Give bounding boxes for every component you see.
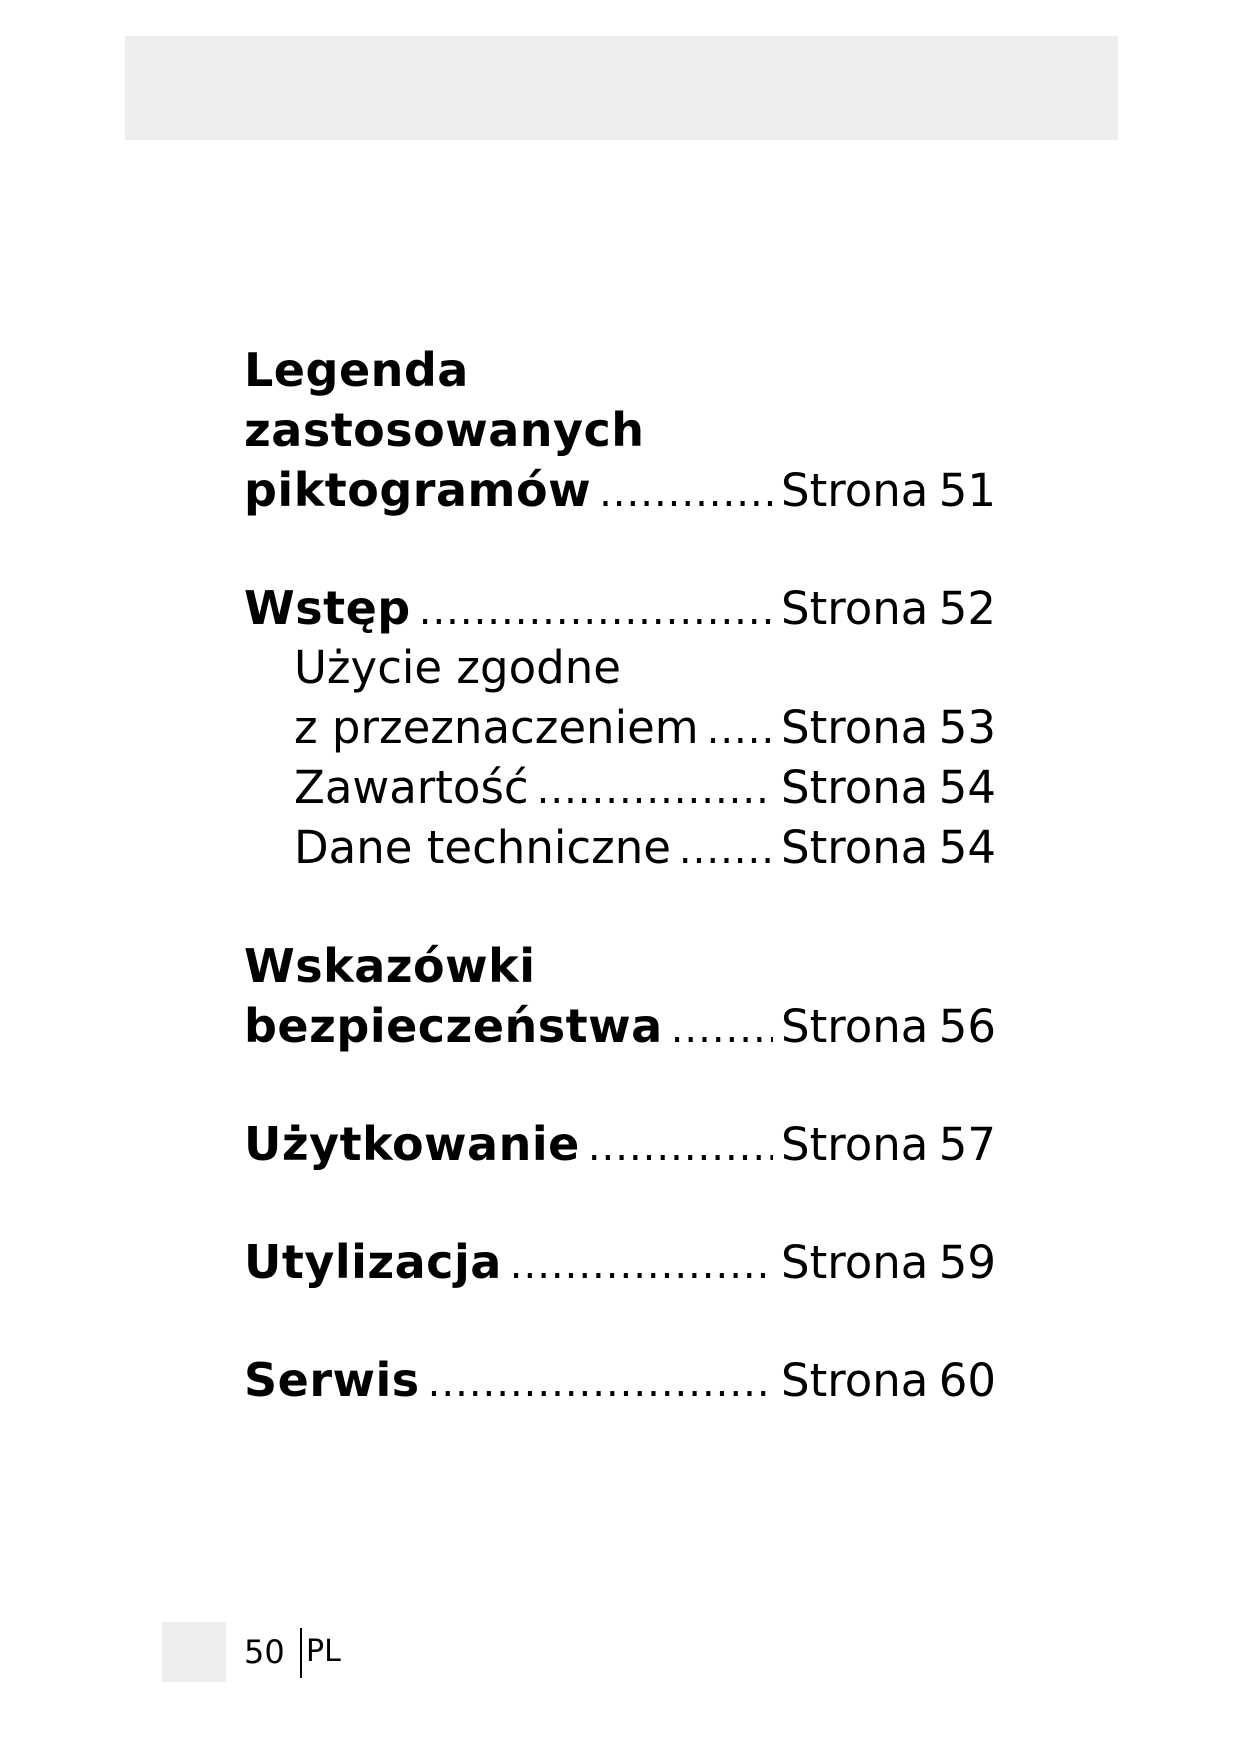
toc-entry-serwis[interactable]	[244, 1350, 996, 1410]
dot-leader	[599, 463, 773, 523]
page-number: 59	[938, 1236, 996, 1289]
toc-title: piktogramów	[244, 463, 592, 517]
page-number: 56	[938, 1000, 996, 1053]
page-word: Strona	[781, 761, 929, 814]
page-word: Strona	[781, 1000, 929, 1053]
toc-subtitle: z przeznaczeniem	[294, 701, 699, 754]
dot-leader	[671, 999, 773, 1059]
toc-entry-uzycie[interactable]	[244, 638, 996, 758]
dot-leader	[537, 760, 773, 820]
toc-entry-utylizacja[interactable]	[244, 1232, 996, 1292]
toc-entry-uzytkowanie[interactable]	[244, 1114, 996, 1174]
toc-subtitle: Zawartość	[294, 761, 529, 814]
header-band	[125, 36, 1118, 140]
page-number: 54	[938, 821, 996, 874]
dot-leader	[428, 1353, 773, 1413]
page-ref	[781, 1115, 996, 1175]
toc-title: Wskazówki	[244, 939, 536, 993]
page-word: Strona	[781, 464, 929, 517]
page-word: Strona	[781, 1354, 929, 1407]
page-word: Strona	[781, 821, 929, 874]
toc-subtitle: Dane techniczne	[294, 821, 671, 874]
toc-entry-zawartosc[interactable]	[244, 758, 996, 818]
page-ref	[781, 698, 996, 758]
toc-entry-wstep[interactable]	[244, 578, 996, 638]
toc-title: Utylizacja	[244, 1235, 502, 1289]
toc-title: bezpieczeństwa	[244, 999, 663, 1053]
page-ref	[781, 997, 996, 1057]
page-number: 54	[938, 761, 996, 814]
footer-page-number: 50	[244, 1633, 285, 1671]
page-ref	[781, 758, 996, 818]
dot-leader	[707, 700, 773, 760]
dot-leader	[679, 820, 773, 880]
toc-entry-legenda[interactable]	[244, 340, 996, 520]
page-number: 57	[938, 1118, 996, 1171]
page-number: 51	[938, 464, 996, 517]
page-ref	[781, 1351, 996, 1411]
page-ref	[781, 818, 996, 878]
page-word: Strona	[781, 1118, 929, 1171]
toc-entry-wskazowki[interactable]	[244, 936, 996, 1056]
page-number: 52	[938, 582, 996, 635]
page-word: Strona	[781, 582, 929, 635]
dot-leader	[588, 1117, 773, 1177]
toc-title: zastosowanych	[244, 403, 645, 457]
toc-title: Wstęp	[244, 581, 411, 635]
table-of-contents	[244, 340, 996, 1410]
dot-leader	[510, 1235, 773, 1295]
page-ref	[781, 461, 996, 521]
toc-title: Użytkowanie	[244, 1117, 580, 1171]
page-ref	[781, 579, 996, 639]
toc-entry-dane[interactable]	[244, 818, 996, 878]
page-word: Strona	[781, 1236, 929, 1289]
toc-title: Serwis	[244, 1353, 420, 1407]
dot-leader	[419, 581, 773, 641]
page-number: 53	[938, 701, 996, 754]
footer-divider	[300, 1628, 302, 1678]
toc-subtitle: Użycie zgodne	[294, 641, 621, 694]
page-word: Strona	[781, 701, 929, 754]
footer-box	[162, 1622, 226, 1682]
page-number: 60	[938, 1354, 996, 1407]
footer-language: PL	[306, 1634, 341, 1669]
toc-title: Legenda	[244, 343, 469, 397]
page-ref	[781, 1233, 996, 1293]
